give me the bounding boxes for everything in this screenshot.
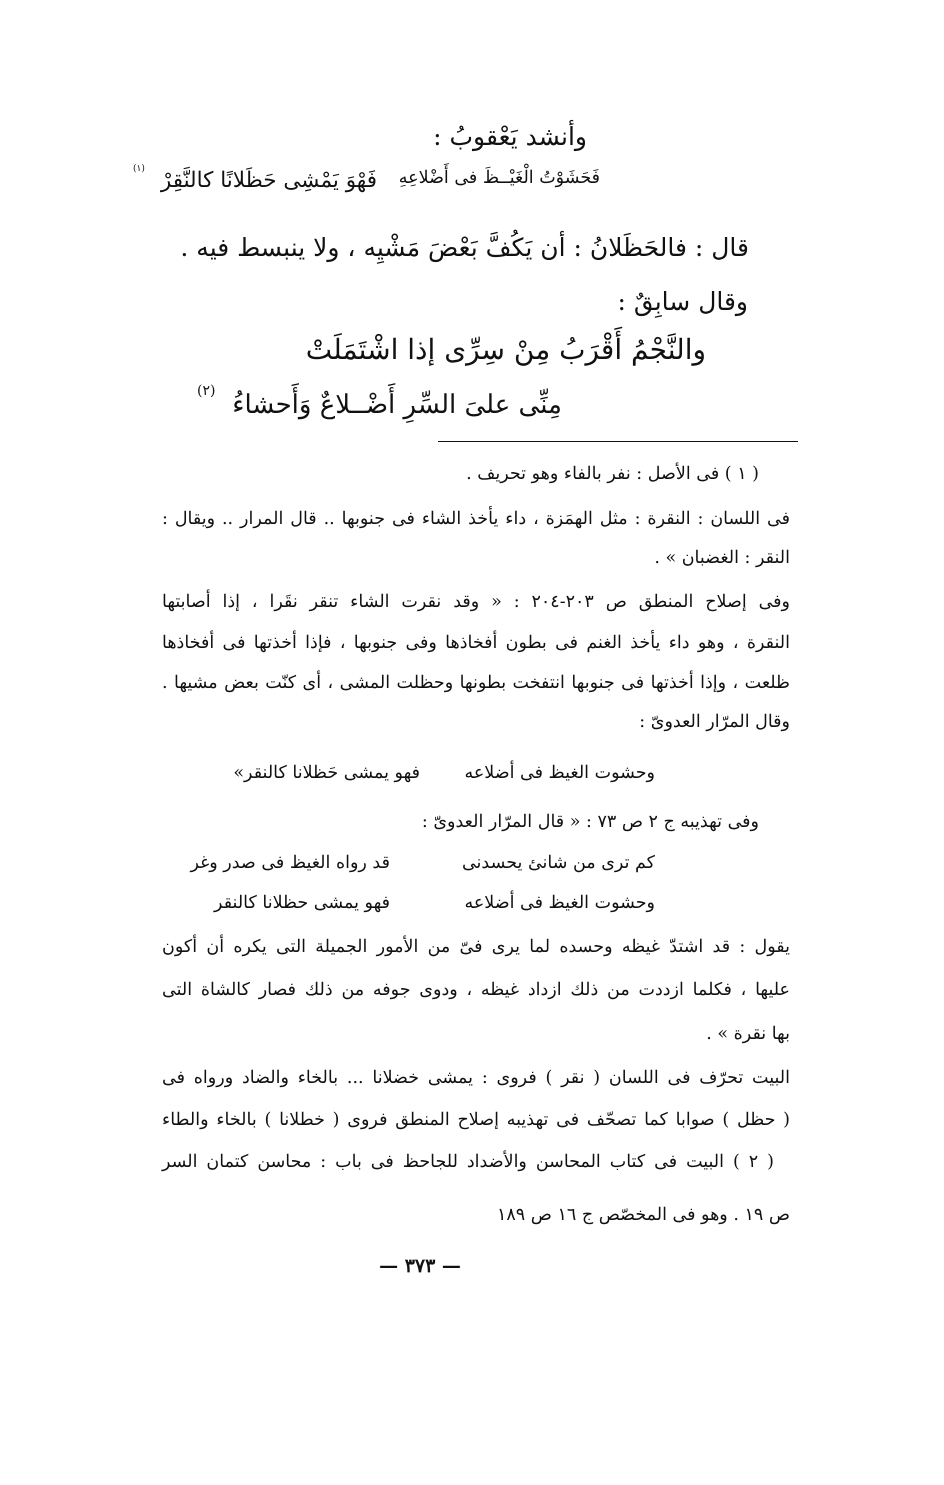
footnote-1-heading: ( ١ ) فى الأصل : نفر بالفاء وهو تحريف .	[466, 464, 759, 484]
footnote-ref-2: (٢)	[197, 383, 216, 399]
footnote-1-tahdhib-line: وفى تهذيبه ج ٢ ص ٧٣ : « قال المرّار العدوىّ :	[421, 812, 759, 832]
footnote-1-yaqul-line3: بها نقرة » .	[706, 1024, 790, 1044]
verse1-hemistich2: فَهْوَ يَمْشِى حَظَلانًا كالنَّقِرْ	[160, 168, 377, 193]
footnote-1-islah-line2: النقرة ، وهو داء يأخذ الغنم فى بطون أفخاذها وفى جنوبها ، فإذا أخذتها فى أفخاذها	[162, 633, 790, 653]
verse1-hemistich1: فَحَشَوْتُ الْغَيْــظَ فى أَضْلاعِهِ	[398, 168, 600, 188]
footnote-2-line2: ص ١٩ . وهو فى المخصّص ج ١٦ ص ١٨٩	[497, 1205, 790, 1225]
footnote-ref-1: (١)	[133, 164, 145, 174]
footnote-1-bayt-line2: ( حظل ) صوابا كما تصحّف فى تهذيبه إصلاح المنطق فروى ( خطلانا ) بالخاء والطاء	[162, 1110, 790, 1130]
footnote-2-line1: ( ٢ ) البيت فى كتاب المحاسن والأضداد للجاحظ فى باب : محاسن كتمان السر	[162, 1152, 774, 1172]
footnote-1-islah-line3: ظلعت ، وإذا أخذتها فى جنوبها انتفخت بطونها وحظلت المشى ، أى كنّت بعض مشيها .	[162, 673, 790, 693]
verse2-line2: مِنِّى علىَ السِّرِ أَضْــلاعٌ وَأَحشاءُ	[232, 390, 562, 420]
footnote-separator	[438, 441, 798, 442]
footnote-1-lisan-line1: فى اللسان : النقرة : مثل الهمَزة ، داء يأخذ الشاء فى جنوبها .. قال المرار .. ويقال :	[162, 509, 790, 529]
footnote-1-verse2-b2: فهو يمشى حظلانا كالنقر	[214, 893, 390, 913]
verse2-line1: والنَّجْمُ أَقْرَبُ مِنْ سِرِّى إذا اشْتَمَلَتْ	[305, 333, 706, 366]
footnote-1-islah-line1: وفى إصلاح المنطق ص ٢٠٣-٢٠٤ : « وقد نقرت الشاء تنقر نقَرا ، إذا أصابتها	[162, 592, 790, 612]
footnote-1-yaqul-line2: عليها ، فكلما ازددت من ذلك ازداد غيظه ، ودوى جوفه من ذلك فصار كالشاة التى	[162, 980, 790, 1000]
footnote-1-verse1-hemistich2: فهو يمشى حَظلانا كالنقر»	[233, 763, 420, 783]
footnote-1-verse2-a1: كم ترى من شانئ يحسدنى	[461, 853, 655, 873]
footnote-1-lisan-line2: النقر : الغضبان » .	[654, 548, 790, 568]
footnote-1-verse2-b1: وحشوت الغيظ فى أضلاعه	[464, 893, 655, 913]
footnote-1-bayt-line1: البيت تحرّف فى اللسان ( نقر ) فروى : يمشى خضلانا ... بالخاء والضاد ورواه فى	[162, 1068, 790, 1088]
footnote-1-yaqul-line1: يقول : قد اشتدّ غيظه وحسده لما يرى فىّ من الأمور الجميلة التى يكره أن أكون	[162, 937, 790, 957]
page-number: — ٣٧٣ —	[379, 1255, 461, 1277]
poem-intro-yaqub: وأنشد يَعْقوبُ :	[433, 122, 587, 151]
footnote-1-verse1-hemistich1: وحشوت الغيظ فى أضلاعه	[464, 763, 655, 783]
qal-definition-line: قال : فالحَظَلانُ : أن يَكُفَّ بَعْضَ مَشْيِه ، ولا ينبسط فيه .	[180, 233, 749, 262]
footnote-1-verse2-a2: قد رواه الغيظ فى صدر وغر	[190, 853, 390, 873]
footnote-1-islah-line4: وقال المرّار العدوىّ :	[639, 712, 790, 732]
poem-intro-sabiq: وقال سابِقٌ :	[617, 287, 748, 316]
